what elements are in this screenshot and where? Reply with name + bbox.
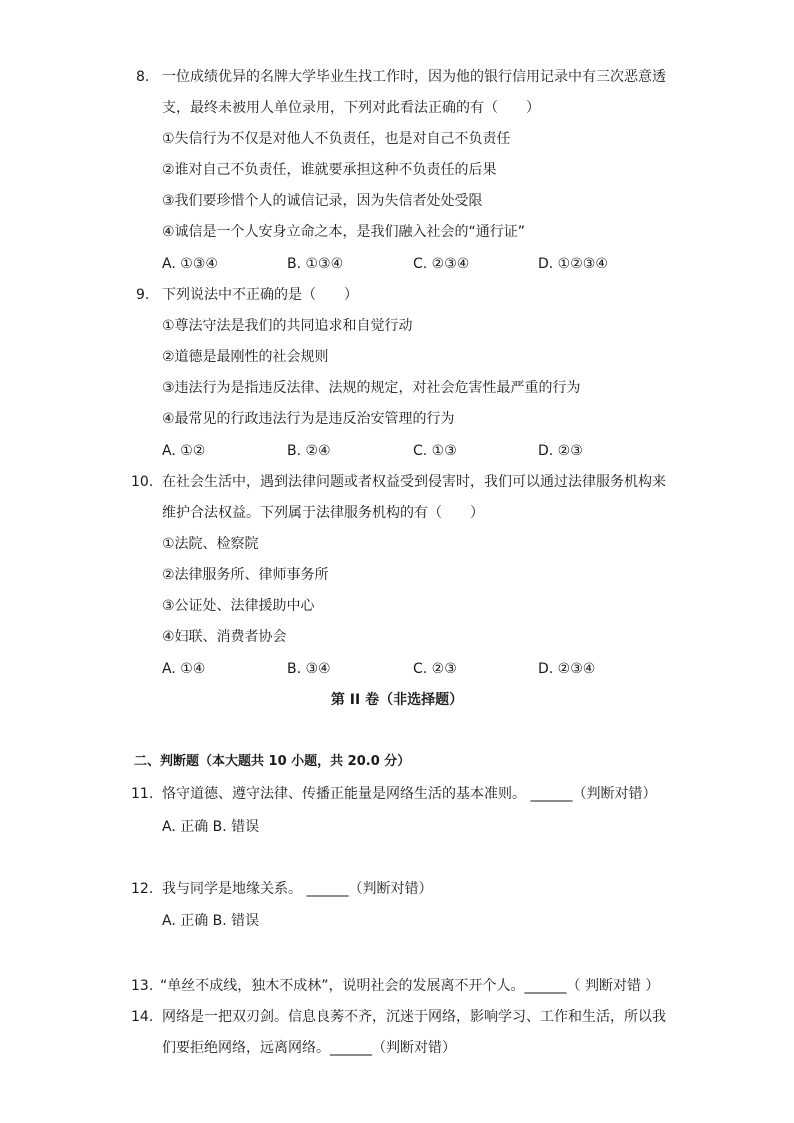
- statement-3: ③违法行为是指违反法律、法规的规定，对社会危害性最严重的行为: [162, 380, 581, 396]
- option-b: B. ③④: [287, 661, 331, 677]
- question-stem-line: 我与同学是地缘关系。 ______（判断对错）: [162, 881, 433, 897]
- statement-4: ④最常见的行政违法行为是违反治安管理的行为: [162, 411, 455, 427]
- question-stem-line: 一位成绩优异的名牌大学毕业生找工作时，因为他的银行信用记录中有三次恶意透: [162, 69, 666, 85]
- option-c: C. ①③: [413, 443, 457, 459]
- true-false-options: A. 正确 B. 错误: [162, 913, 260, 929]
- statement-2: ②谁对自己不负责任，谁就要承担这种不负责任的后果: [162, 162, 497, 178]
- section-header: 二、判断题（本大题共 10 小题，共 20.0 分）: [134, 754, 411, 769]
- question-stem-line: 恪守道德、遵守法律、传播正能量是网络生活的基本准则。 ______（判断对错）: [162, 786, 657, 802]
- question-stem-line: 维护合法权益。下列属于法律服务机构的有（ ）: [162, 505, 484, 521]
- option-a: A. ①④: [162, 661, 206, 677]
- question-stem-line: 在社会生活中，遇到法律问题或者权益受到侵害时，我们可以通过法律服务机构来: [162, 474, 666, 490]
- statement-4: ④妇联、消费者协会: [162, 629, 287, 645]
- statement-1: ①失信行为不仅是对他人不负责任，也是对自己不负责任: [162, 131, 511, 147]
- question-number: 10.: [131, 474, 154, 490]
- question-number: 12.: [131, 881, 154, 897]
- option-b: B. ①③④: [287, 256, 344, 272]
- question-number: 8.: [136, 69, 150, 85]
- option-d: D. ①②③④: [538, 256, 608, 272]
- option-c: C. ②③: [413, 661, 457, 677]
- option-b: B. ②④: [287, 443, 331, 459]
- statement-1: ①法院、检察院: [162, 536, 259, 552]
- true-false-options: A. 正确 B. 错误: [162, 819, 260, 835]
- option-d: D. ②③④: [538, 661, 596, 677]
- statement-1: ①尊法守法是我们的共同追求和自觉行动: [162, 318, 413, 334]
- statement-2: ②法律服务所、律师事务所: [162, 567, 329, 583]
- question-number: 9.: [136, 287, 150, 303]
- option-c: C. ②③④: [413, 256, 470, 272]
- question-stem-line: 网络是一把双刃剑。信息良莠不齐，沉迷于网络，影响学习、工作和生活，所以我: [162, 1009, 666, 1025]
- question-stem-line: 下列说法中不正确的是（ ）: [162, 287, 358, 303]
- statement-4: ④诚信是一个人安身立命之本，是我们融入社会的“通行证”: [162, 224, 526, 240]
- question-stem-line: 支，最终未被用人单位录用，下列对此看法正确的有（ ）: [162, 100, 540, 116]
- part-title: 第 II 卷（非选择题）: [330, 692, 464, 708]
- question-number: 13.: [131, 978, 154, 994]
- question-number: 14.: [131, 1009, 154, 1025]
- question-number: 11.: [131, 786, 154, 802]
- option-a: A. ①③④: [162, 256, 218, 272]
- question-stem-line: “单丝不成线，独木不成林”，说明社会的发展离不开个人。______（ 判断对错 ）: [160, 978, 660, 994]
- statement-2: ②道德是最刚性的社会规则: [162, 349, 329, 365]
- statement-3: ③公证处、法律援助中心: [162, 598, 315, 614]
- statement-3: ③我们要珍惜个人的诚信记录，因为失信者处处受限: [162, 193, 483, 209]
- question-stem-line: 们要拒绝网络，远离网络。______（判断对错）: [162, 1040, 456, 1056]
- option-d: D. ②③: [538, 443, 583, 459]
- option-a: A. ①②: [162, 443, 206, 459]
